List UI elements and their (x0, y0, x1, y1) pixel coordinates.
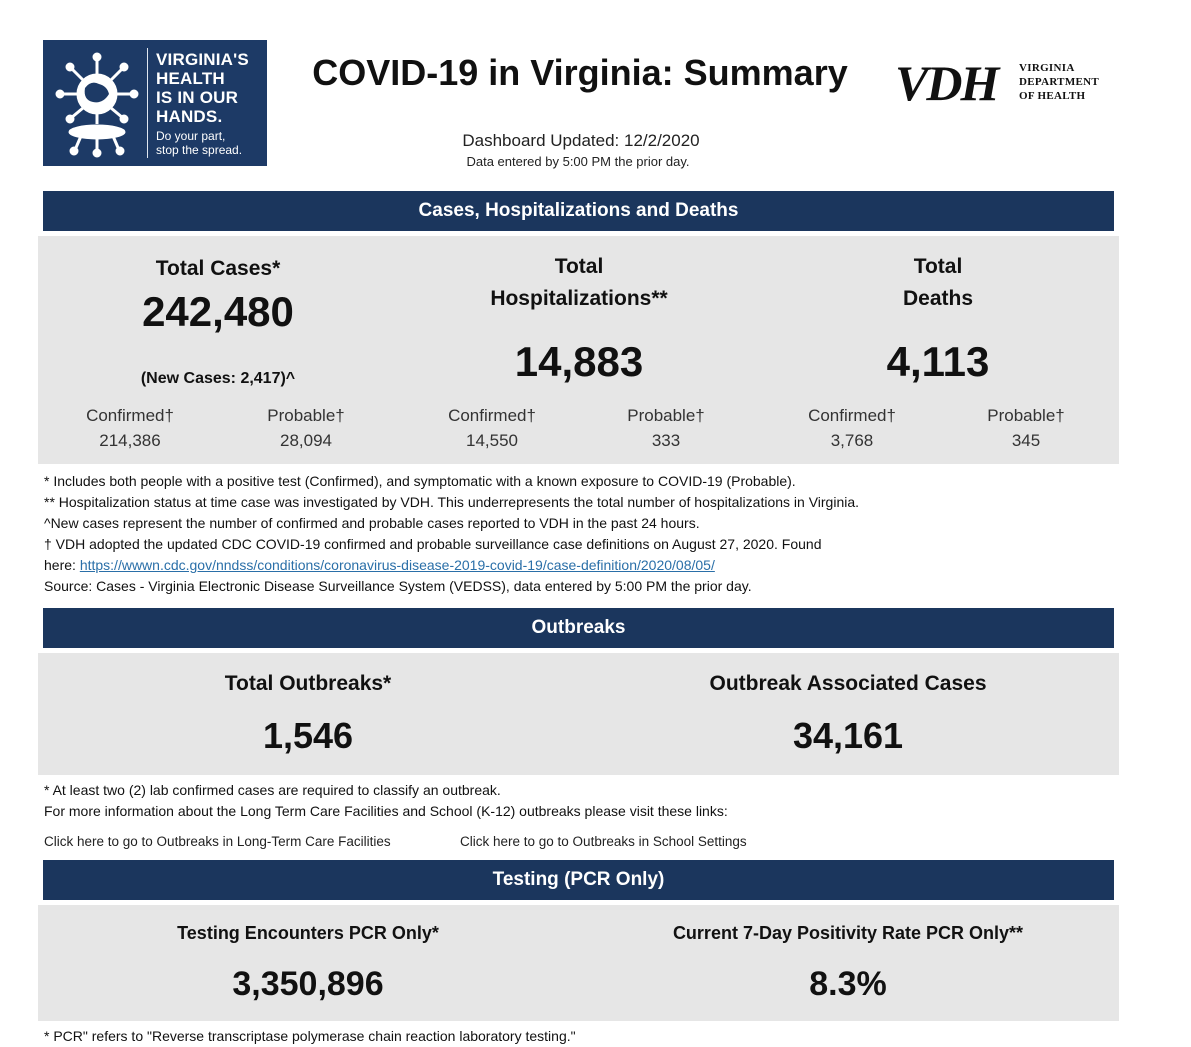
logo-tagline: Do your part, (156, 129, 226, 143)
outbreaks-panel (38, 653, 1119, 775)
hospitalizations-probable-label: Probable† (627, 406, 705, 425)
hospitalizations-label-line2: Hospitalizations** (490, 287, 668, 310)
hospitalizations-probable-value: 333 (651, 431, 681, 450)
hospitalizations-confirmed-label: Confirmed† (448, 406, 536, 425)
footnote-hospitalizations: ** Hospitalization status at time case was investigated by VDH. This underrepresents the total number of hospitalizations in Virginia. (44, 494, 860, 510)
vdh-logo (895, 56, 1110, 112)
new-cases-value: (New Cases: 2,417)^ (140, 370, 296, 387)
footnote-here-prefix: here: (44, 557, 80, 573)
testing-encounters-value: 3,350,896 (232, 965, 384, 1003)
section-header-outbreaks: Outbreaks (43, 608, 1114, 648)
positivity-rate-value: 8.3% (809, 965, 887, 1003)
footnote-case-definitions: † VDH adopted the updated CDC COVID-19 confirmed and probable surveillance case definitions on August 27, 2020. Found (44, 536, 822, 552)
cases-probable-label: Probable† (267, 406, 345, 425)
cdc-case-definition-link[interactable]: https://wwwn.cdc.gov/nndss/conditions/coronavirus-disease-2019-covid-19/case-definition/2020/08/05/ (79, 557, 715, 573)
testing-panel (38, 905, 1119, 1021)
deaths-probable-label: Probable† (987, 406, 1065, 425)
total-outbreaks-label: Total Outbreaks* (224, 672, 392, 695)
deaths-label-line2: Deaths (902, 287, 974, 310)
footnote-new-cases: ^New cases represent the number of confirmed and probable cases reported to VDH in the past 24 hours. (44, 515, 700, 531)
ltc-outbreaks-link[interactable]: Click here to go to Outbreaks in Long-Term Care Facilities (44, 834, 391, 849)
section-header-testing: Testing (PCR Only) (43, 860, 1114, 900)
logo-tagline: stop the spread. (156, 143, 243, 157)
hospitalizations-label-line1: Total (554, 255, 604, 278)
logo-text-line: HANDS. (156, 107, 223, 126)
vdh-logo-letters: VDH (895, 55, 998, 111)
outbreak-associated-cases-label: Outbreak Associated Cases (709, 672, 987, 695)
dashboard-updated-date: Dashboard Updated: 12/2/2020 (462, 131, 700, 150)
deaths-value: 4,113 (886, 338, 990, 385)
total-cases-label: Total Cases* (155, 257, 281, 280)
hospitalizations-confirmed-value: 14,550 (466, 431, 518, 450)
testing-encounters-label: Testing Encounters PCR Only* (177, 923, 439, 943)
deaths-probable-value: 345 (1011, 431, 1041, 450)
vdh-logo-subtext: DEPARTMENT (1019, 76, 1100, 88)
vdh-logo-subtext: VIRGINIA (1019, 62, 1075, 74)
total-outbreaks-value: 1,546 (262, 715, 354, 756)
cases-panel (38, 236, 1119, 464)
cases-confirmed-label: Confirmed† (86, 406, 174, 425)
page-title: COVID-19 in Virginia: Summary (312, 52, 848, 93)
hospitalizations-value: 14,883 (514, 338, 644, 385)
vdh-logo-subtext: OF HEALTH (1019, 90, 1086, 102)
total-cases-value: 242,480 (142, 288, 294, 335)
logo-divider (147, 48, 148, 158)
deaths-label-line1: Total (913, 255, 963, 278)
footnote-outbreak-definition: * At least two (2) lab confirmed cases are required to classify an outbreak. (44, 782, 501, 798)
section-header-cases: Cases, Hospitalizations and Deaths (43, 191, 1114, 231)
footnote-pcr-definition: * PCR" refers to "Reverse transcriptase polymerase chain reaction laboratory testing." (44, 1028, 576, 1044)
footnote-source: Source: Cases - Virginia Electronic Disease Surveillance System (VEDSS), data entered by 5:00 PM the prior day. (44, 578, 752, 594)
footnote-outbreak-links-intro: For more information about the Long Term Care Facilities and School (K-12) outbreaks please visit these links: (44, 803, 728, 819)
logo-text-line: IS IN OUR (156, 88, 239, 107)
deaths-confirmed-label: Confirmed† (808, 406, 896, 425)
deaths-confirmed-value: 3,768 (830, 431, 874, 450)
logo-text-line: HEALTH (156, 69, 225, 88)
footnote-cdc-link-line (44, 555, 715, 576)
cases-probable-value: 28,094 (280, 431, 332, 450)
virus-icon (51, 50, 143, 158)
positivity-rate-label: Current 7-Day Positivity Rate PCR Only** (672, 923, 1024, 943)
school-outbreaks-link[interactable]: Click here to go to Outbreaks in School Settings (460, 834, 747, 849)
logo-text-line: VIRGINIA'S (156, 50, 249, 69)
data-entry-note: Data entered by 5:00 PM the prior day. (466, 154, 690, 169)
cases-confirmed-value: 214,386 (99, 431, 161, 450)
outbreak-associated-cases-value: 34,161 (792, 715, 904, 756)
virginia-health-logo (43, 40, 267, 166)
footnote-cases: * Includes both people with a positive test (Confirmed), and symptomatic with a known exposure to COVID-19 (Probable). (44, 473, 796, 489)
